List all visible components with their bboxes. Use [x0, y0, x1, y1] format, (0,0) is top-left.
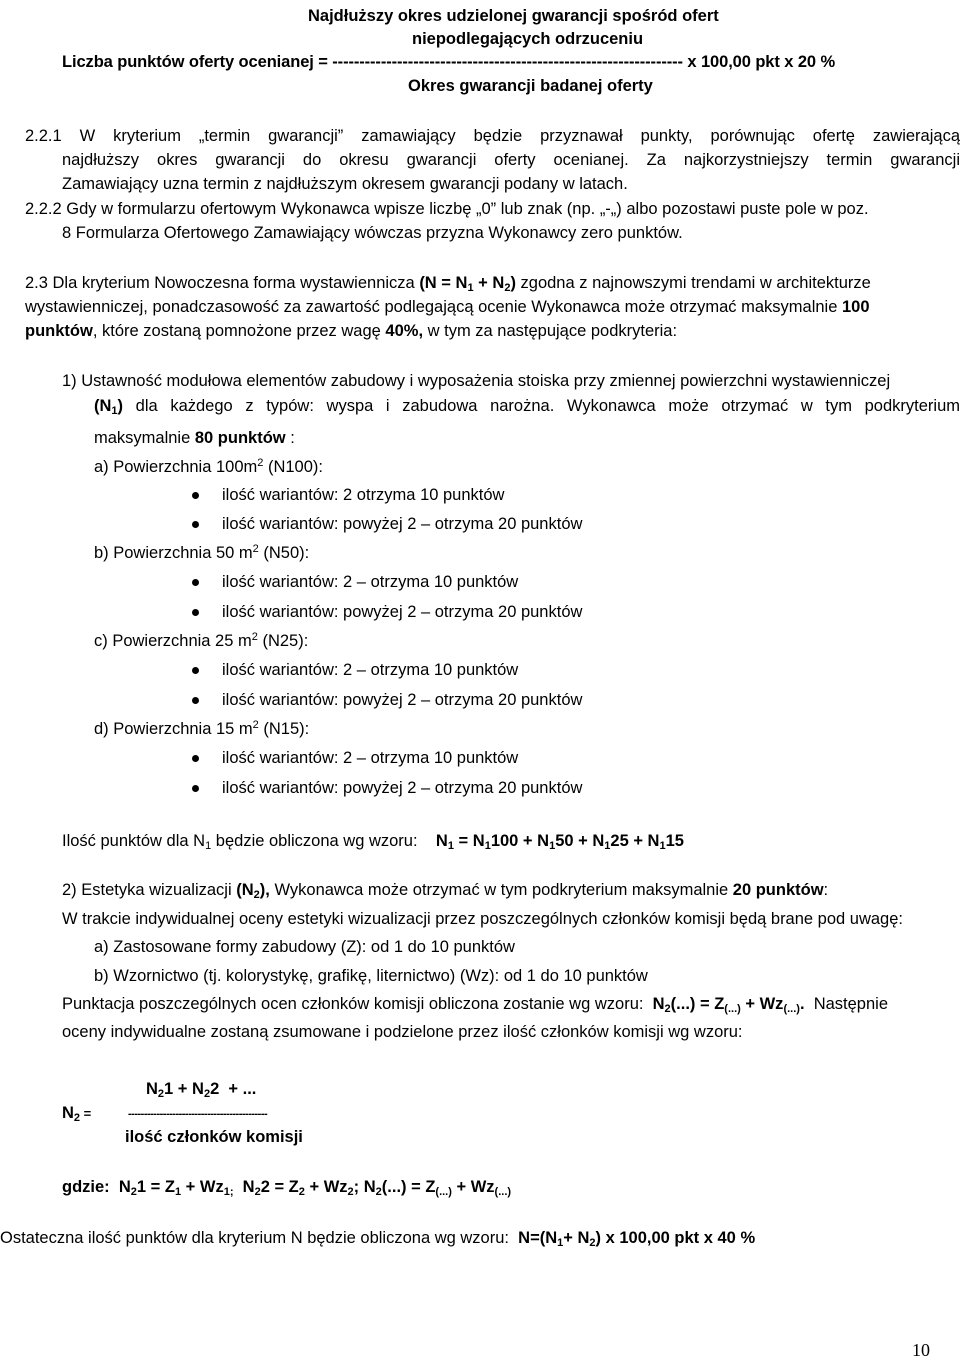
page-number: 10: [912, 1340, 930, 1360]
section-2-3-intro: 2.3 Dla kryterium Nowoczesna forma wystawiennicza: [25, 274, 420, 292]
area-b-option-2: ilość wariantów: powyżej 2 – otrzyma 20 punktów: [222, 603, 583, 621]
section-2-2-2-line2: 8 Formularza Ofertowego Zamawiający wówczas przyzna Wykonawcy zero punktów.: [62, 224, 683, 242]
item-2-line6: oceny indywidualne zostaną zsumowane i podzielone przez ilość członków komisji wg wzoru:: [62, 1023, 743, 1041]
item-2-line4: b) Wzornictwo (tj. kolorystykę, grafikę, liternictwo) (Wz): od 1 do 10 punktów: [94, 967, 648, 985]
formula-header-line1: Najdłuższy okres udzielonej gwarancji spośród ofert: [308, 7, 719, 25]
section-2-2-1-line3: Zamawiający uzna termin z najdłuższym okresem gwarancji podany w latach.: [62, 175, 628, 193]
section-2-3-line3: punktów, które zostaną pomnożone przez wagę 40%, w tym za następujące podkryteria:: [25, 322, 678, 340]
n2-lhs: $N_2$ =: [62, 1104, 92, 1124]
item-2-line5: Punktacja poszczególnych ocen członków komisji obliczona zostanie wg wzoru: $N_2(...) = Z_{(...)} + Wz_{(...)}$. Następnie: [62, 995, 888, 1015]
area-d-option-2: ilość wariantów: powyżej 2 – otrzyma 20 punktów: [222, 779, 583, 797]
area-d-option-1: ilość wariantów: 2 – otrzyma 10 punktów: [222, 749, 519, 767]
n2-fraction-bar: --------------------------------------------: [128, 1108, 268, 1120]
item-1-line1: 1) Ustawność modułowa elementów zabudowy i wyposażenia stoiska przy zmiennej powierzchni wystawienniczej: [62, 372, 891, 390]
item-2-line1: 2) Estetyka wizualizacji $(N_2)$, Wykonawca może otrzymać w tym podkryterium maksymalnie 20 punktów:: [62, 881, 829, 901]
section-2-2-1-line2: najdłuższy okres gwarancji do okresu gwarancji oferty ocenianej. Za najkorzystniejszy termin gwarancji: [62, 151, 960, 169]
area-b-heading: b) Powierzchnia 50 $m^2$ (N50):: [94, 543, 310, 562]
section-2-3-line1: 2.3 Dla kryterium Nowoczesna forma wystawiennicza $(N = N_1 + N_2)$ zgodna z najnowszymi trendami w architekturze: [25, 274, 871, 294]
section-2-2-2-line1: 2.2.2 Gdy w formularzu ofertowym Wykonawca wpisze liczbę „0” lub znak (np. „-„) albo pozostawi puste pole w poz.: [25, 200, 869, 218]
area-a-heading: a) Powierzchnia $100m^2$ (N100):: [94, 457, 323, 476]
bullet-dot: [192, 609, 199, 616]
n2-numerator: $N_21 + N_22$ + ...: [146, 1080, 257, 1100]
formula-header-line4: Okres gwarancji badanej oferty: [408, 77, 653, 95]
area-b-option-1: ilość wariantów: 2 – otrzyma 10 punktów: [222, 573, 519, 591]
n1-formula: Ilość punktów dla $N_1$ będzie obliczona wg wzoru: $N_1 = N_1100 + N_150 + N_125 + N_115$: [62, 832, 684, 852]
gdzie-formula: gdzie: $N_21 = Z_1 + Wz_{1;}$ $N_22 = Z_2 + Wz_2$; $N_2(...) = Z_{(...)} + Wz_{(...)}$: [62, 1178, 512, 1198]
bullet-dot: [192, 697, 199, 704]
item-1-line2: $(N_1)$ dla każdego z typów: wyspa i zabudowa narożna. Wykonawca może otrzymać w tym podkryterium: [94, 397, 960, 417]
n2-denominator: ilość członków komisji: [125, 1128, 303, 1146]
bullet-dot: [192, 579, 199, 586]
area-d-heading: d) Powierzchnia 15 $m^2$ (N15):: [94, 719, 310, 738]
area-c-option-1: ilość wariantów: 2 – otrzyma 10 punktów: [222, 661, 519, 679]
bullet-dot: [192, 521, 199, 528]
section-2-3-line2: wystawienniczej, ponadczasowość za zawartość podlegającą ocenie Wykonawca może otrzymać maksymalnie 100: [25, 298, 870, 316]
bullet-dot: [192, 755, 199, 762]
area-a-option-1: ilość wariantów: 2 otrzyma 10 punktów: [222, 486, 505, 504]
section-2-2-1-line1: 2.2.1 W kryterium „termin gwarancji” zamawiający będzie przyznawał punkty, porównując ofertę zawierającą: [25, 127, 960, 145]
area-c-heading: c) Powierzchnia 25 $m^2$ (N25):: [94, 631, 309, 650]
bullet-dot: [192, 492, 199, 499]
final-formula: Ostateczna ilość punktów dla kryterium N będzie obliczona wg wzoru: $N=(N_1+ N_2)$ x 100,00 pkt x 40 %: [0, 1229, 756, 1249]
formula-header-line2: niepodlegających odrzuceniu: [412, 30, 644, 48]
item-1-line3: maksymalnie 80 punktów :: [94, 429, 295, 447]
formula-header-line3: Liczba punktów oferty ocenianej = ----------------------------------------------------------------- x 100,00 pkt x 20 %: [62, 53, 836, 71]
area-c-option-2: ilość wariantów: powyżej 2 – otrzyma 20 punktów: [222, 691, 583, 709]
item-2-line3: a) Zastosowane formy zabudowy (Z): od 1 do 10 punktów: [94, 938, 515, 956]
area-a-option-2: ilość wariantów: powyżej 2 – otrzyma 20 punktów: [222, 515, 583, 533]
bullet-dot: [192, 785, 199, 792]
bullet-dot: [192, 667, 199, 674]
item-2-line2: W trakcie indywidualnej oceny estetyki wizualizacji przez poszczególnych członków komisji będą brane pod uwagę:: [62, 910, 903, 928]
